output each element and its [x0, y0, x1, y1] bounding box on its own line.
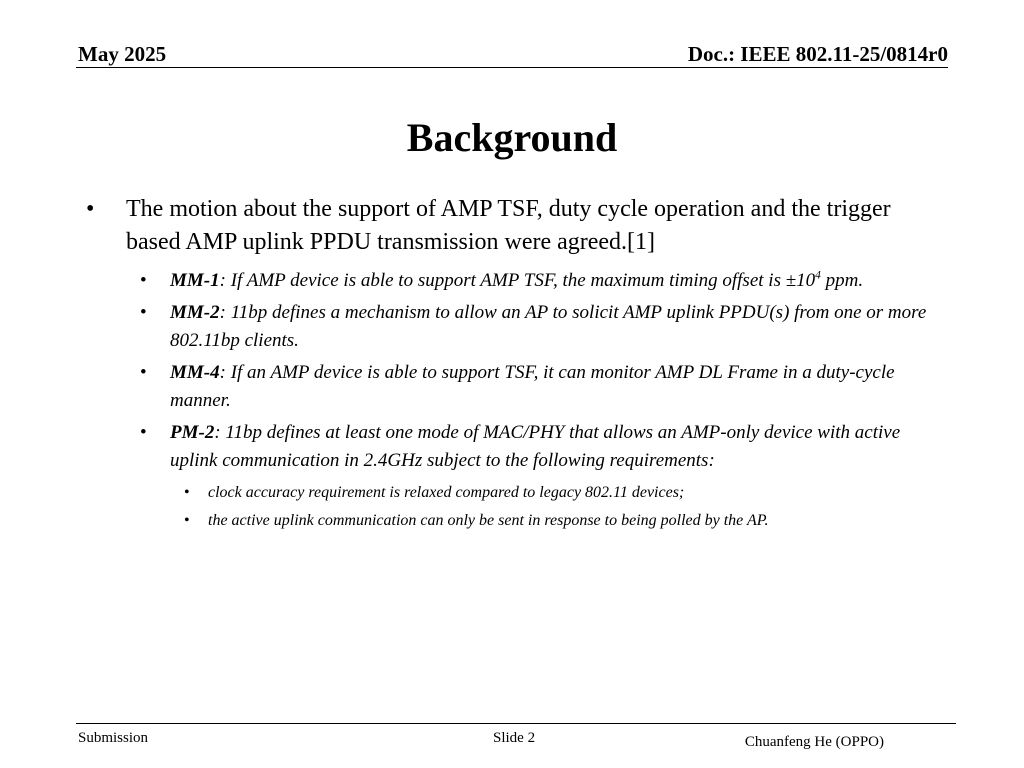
requirement-item: [184, 507, 928, 535]
bullet-glyph: •: [140, 422, 147, 443]
main-bullet: [86, 193, 946, 259]
motion-exponent: 4: [815, 269, 821, 282]
bullet-glyph: •: [140, 362, 147, 383]
sub-bullet-mm4: [140, 359, 940, 415]
bullet-glyph: •: [86, 196, 95, 222]
motion-label: MM-2: [170, 302, 220, 323]
requirement-text: clock accuracy requirement is relaxed compared to legacy 802.11 devices;: [208, 484, 685, 501]
footer-divider: [76, 723, 956, 724]
sub-bullet-mm2: [140, 299, 940, 355]
motion-label: MM-1: [170, 270, 220, 291]
bullet-glyph: •: [140, 270, 147, 291]
requirement-item: [184, 479, 928, 507]
requirement-text: the active uplink communication can only be sent in response to being polled by the AP.: [208, 512, 769, 529]
motion-label: PM-2: [170, 422, 215, 443]
slide-title: Background: [406, 115, 618, 160]
motion-text: : If AMP device is able to support AMP TSF, the maximum timing offset is ±10: [219, 270, 816, 291]
bullet-glyph: •: [140, 302, 147, 323]
main-bullet-text: The motion about the support of AMP TSF, duty cycle operation and the trigger based AMP uplink PPDU transmission were agreed.[1]: [126, 196, 891, 255]
header-doc-id: Doc.: IEEE 802.11-25/0814r0: [687, 42, 948, 66]
footer-author: Chuanfeng He (OPPO): [744, 734, 884, 750]
sub-bullet-mm1: [140, 267, 940, 295]
header-divider: [76, 67, 948, 68]
slide-body: [86, 193, 946, 535]
sub-bullet-pm2: [140, 419, 940, 475]
motion-text: : 11bp defines a mechanism to allow an AP to solicit AMP uplink PPDU(s) from one or more 802.11bp clients.: [170, 302, 927, 351]
motion-text: : If an AMP device is able to support TSF, it can monitor AMP DL Frame in a duty-cycle manner.: [170, 362, 895, 411]
header-date: May 2025: [78, 42, 167, 66]
motion-label: MM-4: [170, 362, 220, 383]
footer-submission: Submission: [78, 730, 149, 746]
motion-text: : 11bp defines at least one mode of MAC/PHY that allows an AMP-only device with active uplink communication in 2.4GHz subject to the following requirements:: [170, 422, 901, 471]
bullet-glyph: •: [184, 484, 190, 501]
bullet-glyph: •: [184, 512, 190, 529]
motion-text-end: ppm.: [820, 270, 864, 291]
sub-bullet-list: [86, 267, 946, 535]
slide-number: Slide 2: [493, 730, 536, 746]
